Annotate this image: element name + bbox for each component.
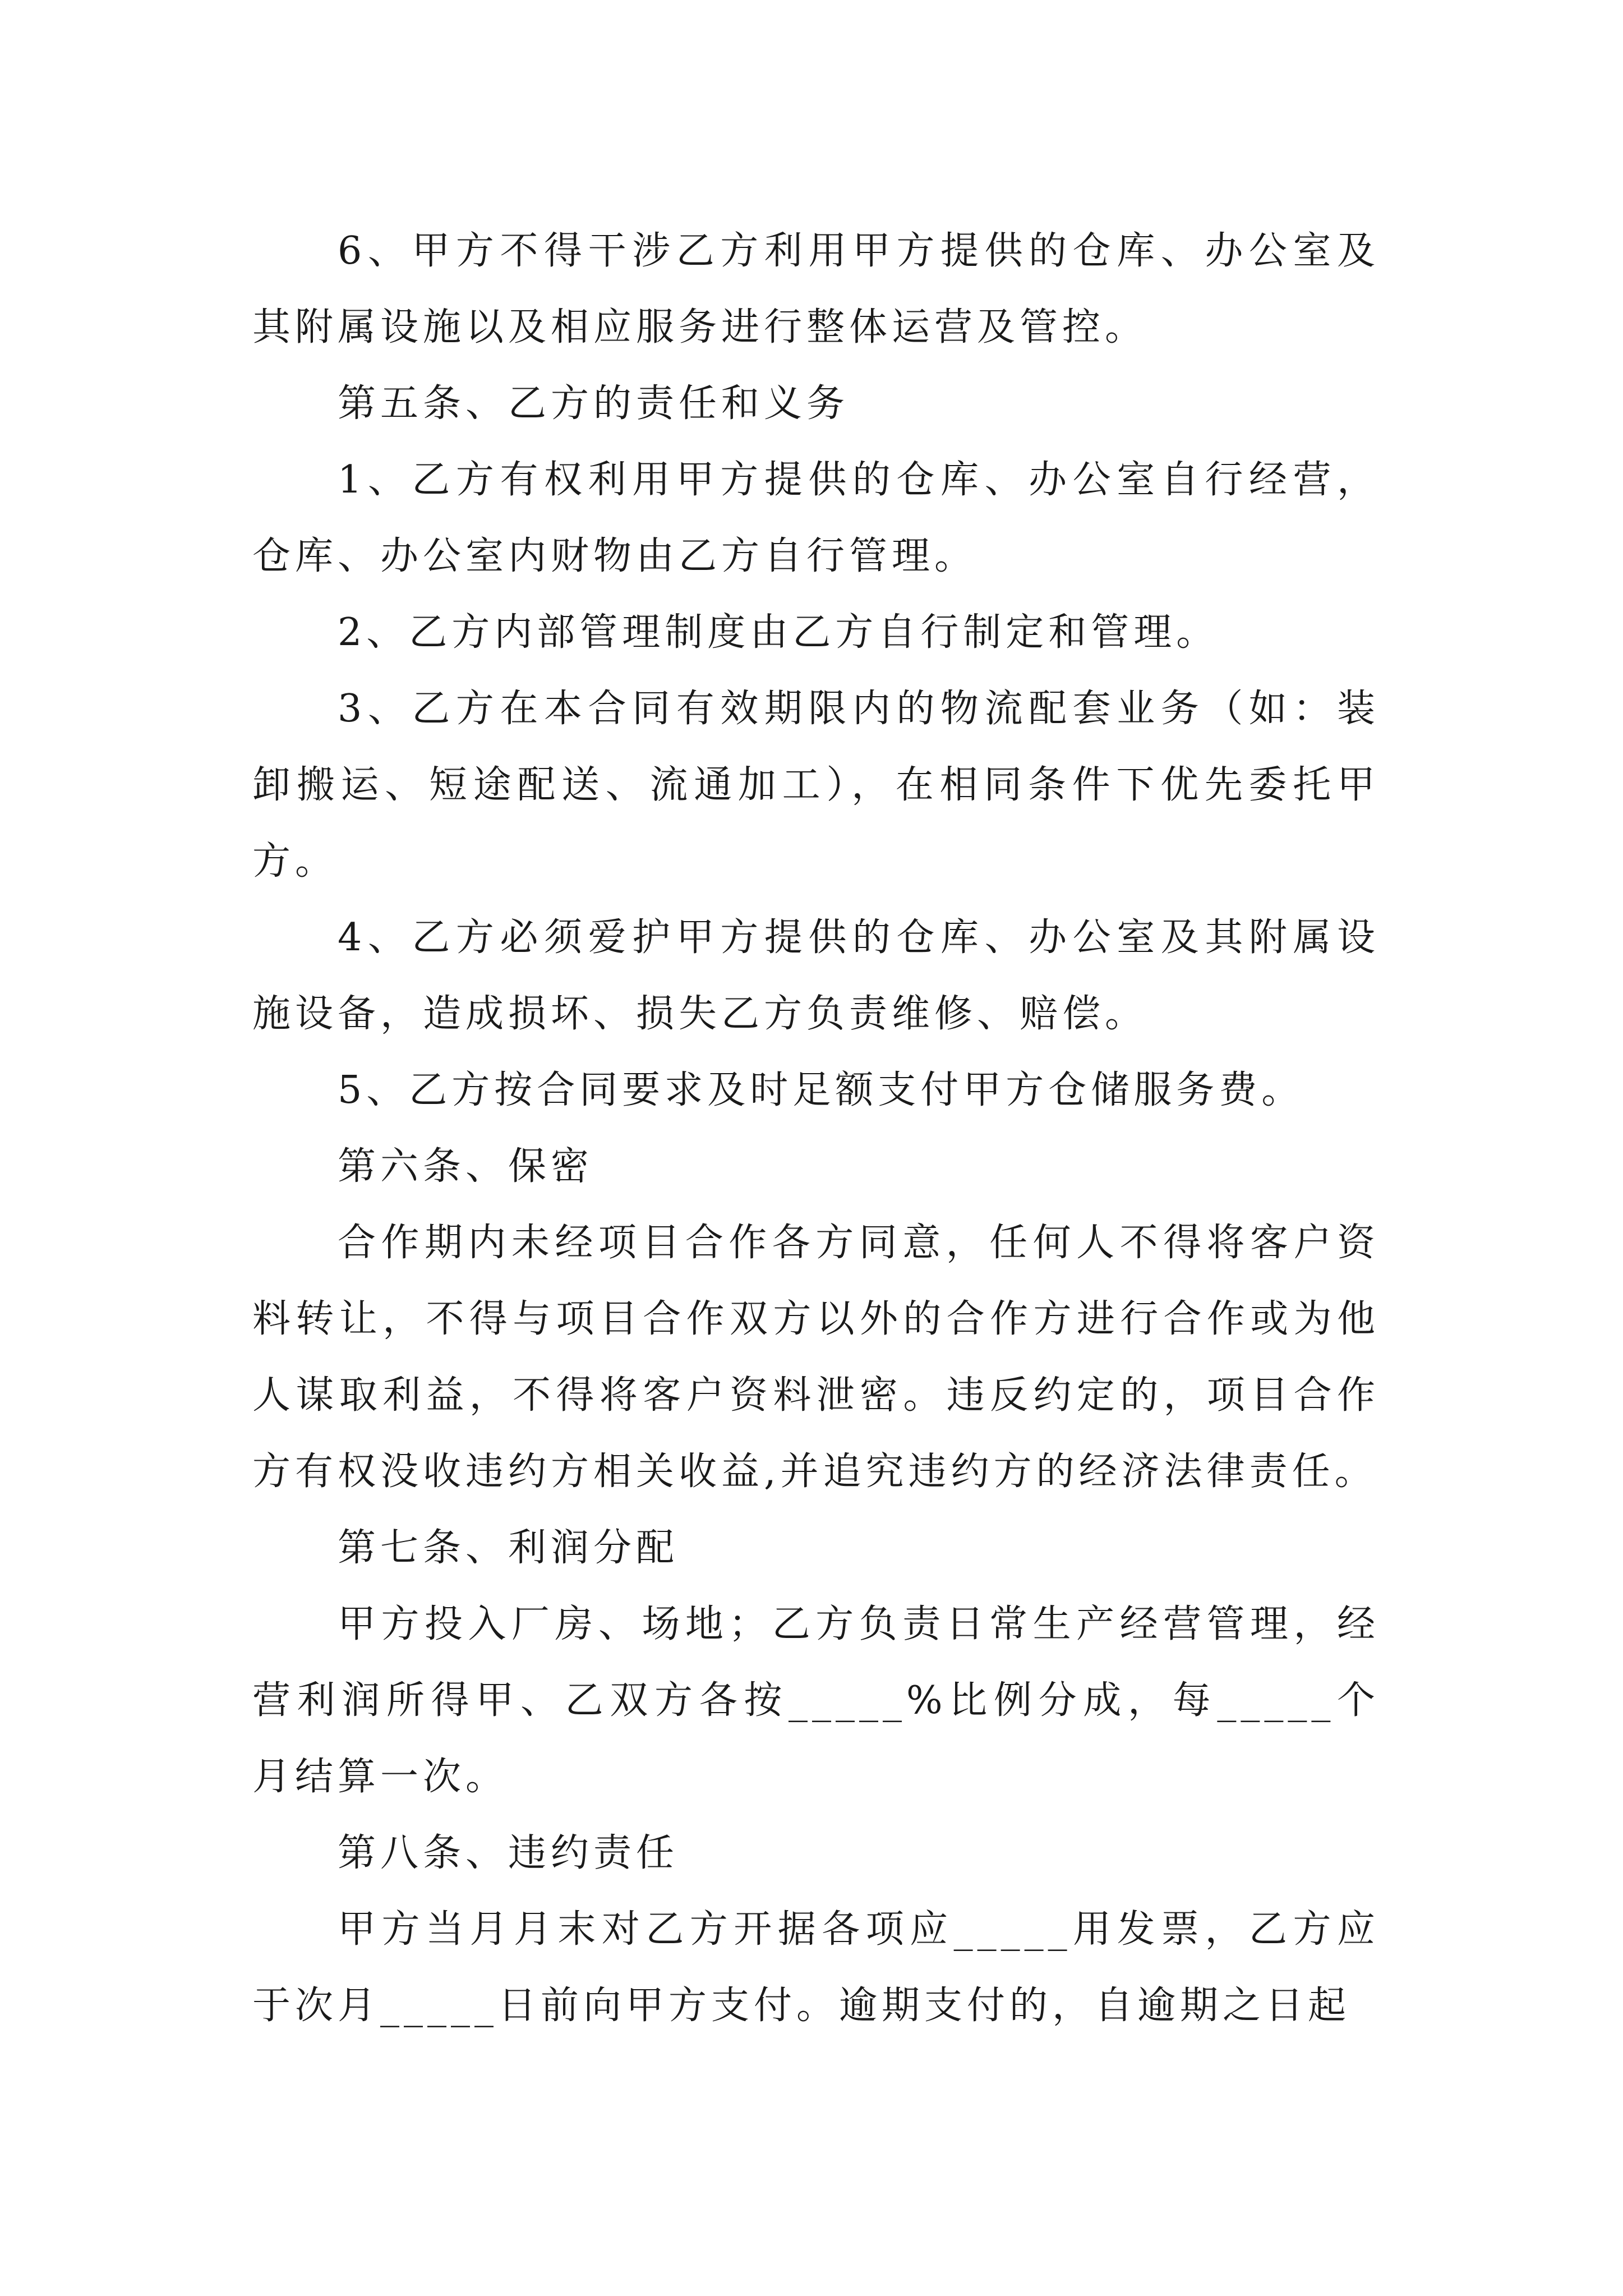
article-8-heading: 第八条、违约责任: [338, 1831, 679, 1875]
article-7-body: 甲方投入厂房、场地；乙方负责日常生产经营管理，经营利润所得甲、乙双方各按_____%比例分成，每_____个月结算一次。: [252, 1602, 1380, 1799]
document-body: [252, 213, 1380, 2044]
article-6-heading: 第六条、保密: [338, 1144, 594, 1189]
article-5-heading: 第五条、乙方的责任和义务: [338, 381, 850, 426]
article-7-heading: 第七条、利润分配: [338, 1526, 679, 1570]
clause-5-item-1: 1、乙方有权利用甲方提供的仓库、办公室自行经营，仓库、办公室内财物由乙方自行管理。: [252, 458, 1380, 578]
clause-4-item-6: 6、甲方不得干涉乙方利用甲方提供的仓库、办公室及其附属设施以及相应服务进行整体运营及管控。: [252, 229, 1380, 349]
clause-5-item-3: 3、乙方在本合同有效期限内的物流配套业务（如：装卸搬运、短途配送、流通加工），在相同条件下优先委托甲方。: [252, 687, 1380, 884]
article-6-body: 合作期内未经项目合作各方同意，任何人不得将客户资料转让，不得与项目合作双方以外的合作方进行合作或为他人谋取利益，不得将客户资料泄密。违反约定的，项目合作方有权没收违约方相关收益,并追究违约方的经济法律责任。: [252, 1221, 1380, 1494]
clause-5-item-5: 5、乙方按合同要求及时足额支付甲方仓储服务费。: [338, 1068, 1304, 1112]
clause-5-item-2: 2、乙方内部管理制度由乙方自行制定和管理。: [338, 610, 1219, 655]
clause-5-item-4: 4、乙方必须爱护甲方提供的仓库、办公室及其附属设施设备，造成损坏、损失乙方负责维修、赔偿。: [252, 915, 1380, 1036]
article-8-body: 甲方当月月末对乙方开据各项应_____用发票，乙方应于次月_____日前向甲方支付。逾期支付的，自逾期之日起: [252, 1907, 1380, 2028]
